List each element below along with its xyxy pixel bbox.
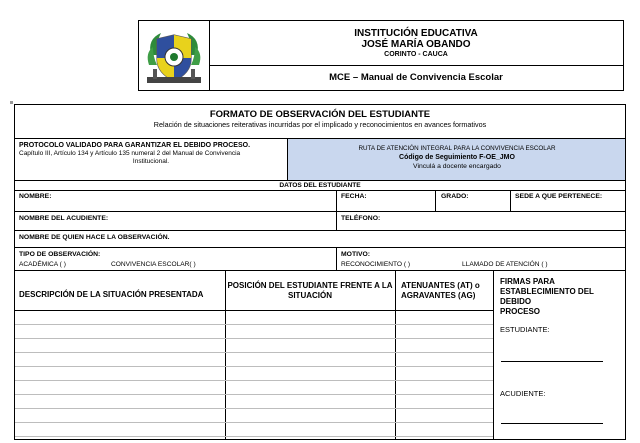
protocol-reference-line2: Institucional.: [132, 158, 170, 165]
campus-label: SEDE A QUE PERTENECE:: [515, 193, 603, 200]
writing-line[interactable]: [15, 408, 493, 409]
divider: [15, 310, 494, 311]
student-section-title: DATOS DEL ESTUDIANTE: [279, 182, 361, 189]
form-subtitle: Relación de situaciones reiterativas incurridas por el implicado y reconocimientos en avances formativos: [153, 120, 487, 129]
divider: [15, 180, 625, 181]
divider: [336, 190, 337, 211]
position-header-line2: SITUACIÓN: [288, 291, 332, 300]
student-signature-label: ESTUDIANTE:: [500, 325, 550, 334]
writing-line[interactable]: [15, 324, 493, 325]
option-academic[interactable]: ACADÉMICA ( ): [19, 261, 66, 268]
manual-title: MCE – Manual de Convivencia Escolar: [329, 72, 503, 83]
name-label: NOMBRE:: [19, 193, 52, 200]
writing-line[interactable]: [15, 394, 493, 395]
divider: [15, 270, 625, 271]
grade-label: GRADO:: [441, 193, 469, 200]
school-crest-icon: [143, 25, 205, 87]
observer-label: NOMBRE DE QUIEN HACE LA OBSERVACIÓN.: [19, 234, 170, 241]
school-logo: [139, 21, 210, 90]
school-location: CORINTO - CAUCA: [384, 51, 448, 58]
tracking-code: Código de Seguimiento F-OE_JMO: [399, 154, 515, 161]
position-column-header: [226, 281, 394, 301]
writing-line[interactable]: [15, 436, 493, 437]
document-header: [138, 20, 624, 91]
divider: [510, 190, 511, 211]
writing-line[interactable]: [15, 338, 493, 339]
writing-line[interactable]: [15, 352, 493, 353]
factors-header-line1: ATENUANTES (AT) o: [401, 281, 480, 290]
divider: [15, 230, 625, 231]
observation-form: [14, 104, 626, 440]
school-title-block: [209, 21, 623, 66]
route-title: RUTA DE ATENCIÓN INTEGRAL PARA LA CONVIVENCIA ESCOLAR: [358, 145, 556, 152]
protocol-reference: Capítulo III, Artículo 134 y Artículo 135 numeral 2 del Manual de Convivencia: [19, 150, 241, 157]
option-recognition[interactable]: RECONOCIMIENTO ( ): [341, 261, 411, 268]
position-header-line1: POSICIÓN DEL ESTUDIANTE FRENTE A LA: [227, 281, 393, 290]
signatures-header-line1: FIRMAS PARA: [500, 277, 555, 286]
date-label: FECHA:: [341, 193, 367, 200]
divider: [336, 247, 337, 270]
divider: [435, 190, 436, 211]
protocol-title: PROTOCOLO VALIDADO PARA GARANTIZAR EL DEBIDO PROCESO.: [19, 142, 251, 149]
student-signature-line[interactable]: [501, 361, 603, 362]
school-name: JOSÉ MARÍA OBANDO: [361, 39, 471, 50]
signatures-header-line3: PROCESO: [500, 307, 541, 316]
writing-line[interactable]: [15, 422, 493, 423]
signatures-header-line2: ESTABLECIMIENTO DEL DEBIDO: [500, 287, 594, 306]
divider: [493, 270, 494, 440]
divider: [15, 190, 625, 191]
option-attention-call[interactable]: LLAMADO DE ATENCIÓN ( ): [462, 261, 548, 268]
description-column-header: DESCRIPCIÓN DE LA SITUACIÓN PRESENTADA: [19, 290, 204, 299]
writing-line[interactable]: [15, 366, 493, 367]
factors-column-header: [401, 281, 480, 301]
divider: [395, 270, 396, 440]
writing-line[interactable]: [15, 380, 493, 381]
assigned-teacher-note: Vinculá a docente encargado: [413, 163, 501, 170]
protocol-reference-end: [15, 158, 287, 166]
motive-label: MOTIVO:: [341, 251, 371, 258]
guardian-label: NOMBRE DEL ACUDIENTE:: [19, 215, 109, 222]
form-title: FORMATO DE OBSERVACIÓN DEL ESTUDIANTE: [209, 109, 431, 120]
divider: [336, 211, 337, 230]
guardian-signature-label: ACUDIENTE:: [500, 389, 546, 398]
factors-header-line2: AGRAVANTES (AG): [401, 291, 476, 300]
signatures-column-header: [500, 277, 625, 317]
school-type: INSTITUCIÓN EDUCATIVA: [354, 28, 478, 39]
observation-type-label: TIPO DE OBSERVACIÓN:: [19, 251, 101, 258]
option-coexistence[interactable]: CONVIVENCIA ESCOLAR( ): [111, 261, 196, 268]
guardian-signature-line[interactable]: [501, 423, 603, 424]
phone-label: TELÉFONO:: [341, 215, 381, 222]
divider: [15, 247, 625, 248]
divider: [15, 211, 625, 212]
